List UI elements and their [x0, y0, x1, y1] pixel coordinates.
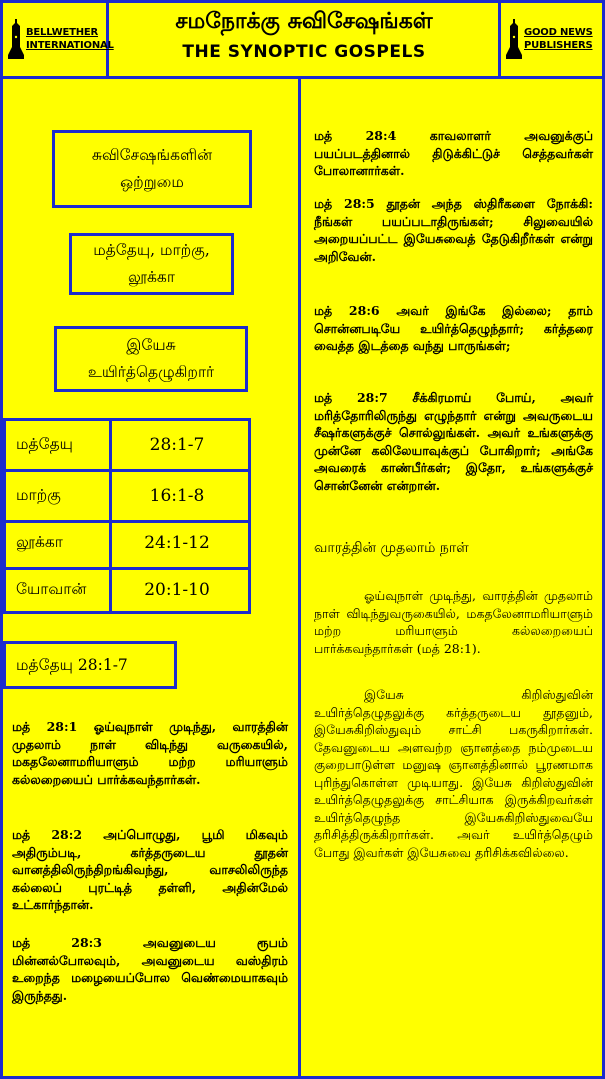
commentary-paragraph-2: இயேசு கிறிஸ்துவின் உயிர்த்தெழுதலுக்கு கர்த்தருடைய தூதனும், இயேசுகிறிஸ்துவும் சாட்சி பகருகிறார்கள். தேவனுடைய அளவற்ற ஞானத்தை நம்முடைய குறைபாடுள்ள மனுஷ ஞானத்தினால் பூரணமாக புரிந்துகொள்ள முடியாது. இயேசு கிறிஸ்துவின் உயிர்த்தெழுதலுக்கு சாட்சியாக இருக்கிறவர்கள் உயிர்த்தெழுந்த இயேசுகிறிஸ்துவையே தரிசித்திருக்கிறார்கள். அவர் உயிர்த்தெழும் போது இவர்கள் இயேசுவை தரிசிக்கவில்லை. — [314, 687, 593, 860]
verse-28-7: மத் 28:7 சீக்கிரமாய் போய், அவர் மரித்தோரிலிருந்து எழுந்தார் என்று அவருடைய சீஷர்களுக்குச் சொல்லுங்கள். அவர் உங்களுக்கு முன்னே கலிலேயாவுக்குப் போகிறார்; அங்கே அவரைக் காண்பீர்கள்; இதோ, உங்களுக்குச் சொன்னேன் என்றான். — [314, 390, 593, 493]
books-box — [69, 233, 234, 295]
reference-verse: 20:1-10 — [144, 580, 210, 600]
good-news-logo — [504, 6, 600, 72]
reference-book: யோவான் — [16, 580, 87, 598]
verse-28-2: மத் 28:2 அப்பொழுது, பூமி மிகவும் அதிரும்படி, கர்த்தருடைய தூதன் வானத்திலிருந்திறங்கிவந்து, வாசலிலிருந்த கல்லைப் புரட்டித் தள்ளி, அதின்மேல் உட்கார்ந்தான். — [12, 827, 288, 912]
table-row — [6, 472, 248, 520]
sidebar-heading-box — [52, 130, 252, 208]
reference-verse: 28:1-7 — [149, 435, 205, 455]
verse-28-4: மத் 28:4 காவலாளர் அவனுக்குப் பயப்படத்தினால் திடுக்கிட்டுச் செத்தவர்கள் போலானார்கள். — [314, 128, 593, 178]
reference-verse: 16:1-8 — [149, 486, 205, 506]
logo-right-line-2: PUBLISHERS — [524, 40, 593, 51]
commentary-paragraph-1: ஓய்வுநாள் முடிந்து, வாரத்தின் முதலாம் நாள் விடிந்துவருகையில், மகதலேனாமரியாளும் மற்ற மரியாளும் கல்லறையைப் பார்க்கவந்தார்கள் (மத் 28:1). — [314, 588, 593, 656]
column-divider — [298, 77, 301, 1079]
table-row — [6, 566, 248, 614]
bellwether-logo — [6, 6, 114, 72]
verse-28-3: மத் 28:3 அவனுடைய ரூபம் மின்னல்போலவும், அவனுடைய வஸ்திரம் உறைந்த மழையைப்போல வெண்மையாகவும் இருந்தது. — [12, 935, 288, 1003]
logo-left-line-1: BELLWETHER — [26, 27, 99, 38]
reference-book: மத்தேயு — [16, 435, 73, 453]
table-row — [6, 421, 248, 469]
verse-28-1: மத் 28:1 ஓய்வுநாள் முடிந்து, வாரத்தின் முதலாம் நாள் விடிந்து வருகையில், மகதலேனாமரியாளும் மற்ற மரியாளும் கல்லறையைப் பார்க்கவந்தார்கள். — [12, 719, 288, 787]
commentary-heading: வாரத்தின் முதலாம் நாள் — [314, 540, 469, 556]
logo-right-line-1: GOOD NEWS — [524, 27, 593, 38]
verse-28-5: மத் 28:5 தூதன் அந்த ஸ்திரீகளை நோக்கி: நீங்கள் பயப்படாதிருங்கள்; சிலுவையில் அறையப்பட்ட இயேசுவைத் தேடுகிறீர்கள் என்று அறிவேன். — [314, 196, 593, 264]
logo-left-line-2: INTERNATIONAL — [26, 40, 114, 51]
title-tamil: சமநோக்கு சுவிசேஷங்கள் — [175, 8, 433, 34]
verse-28-6: மத் 28:6 அவர் இங்கே இல்லை; தாம் சொன்னபடியே உயிர்த்தெழுந்தார்; கர்த்தரை வைத்த இடத்தை வந்து பாருங்கள்; — [314, 303, 593, 353]
bell-icon — [6, 17, 26, 61]
reference-verse: 24:1-12 — [144, 533, 210, 553]
topic-box — [54, 326, 248, 392]
sidebar-heading: சுவிசேஷங்களின் ஒற்றுமை — [91, 146, 213, 191]
topic-label: இயேசு உயிர்த்தெழுகிறார் — [87, 336, 215, 381]
reference-book: மாற்கு — [16, 486, 61, 504]
page-title — [110, 4, 498, 66]
bell-icon — [504, 17, 524, 61]
header-right-divider — [498, 0, 501, 77]
passage-label: மத்தேயு 28:1-7 — [16, 655, 128, 674]
header-divider — [0, 76, 605, 79]
table-row — [6, 519, 248, 567]
passage-label-box — [3, 641, 177, 689]
reference-table — [3, 418, 251, 614]
reference-book: லூக்கா — [16, 533, 63, 551]
books-label: மத்தேயு, மாற்கு, லூக்கா — [93, 241, 210, 286]
title-english: THE SYNOPTIC GOSPELS — [182, 42, 426, 62]
